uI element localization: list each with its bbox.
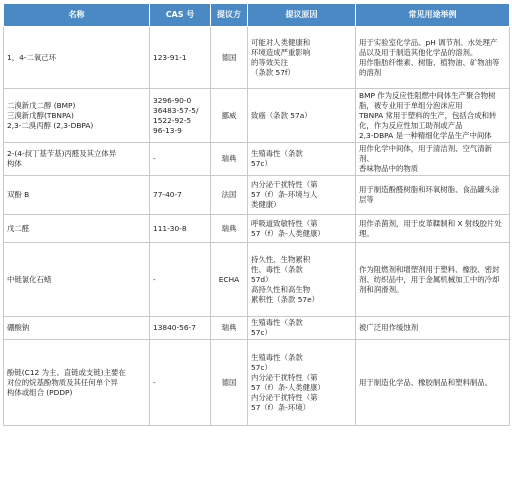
cell-reason-line: 57（f）条-人类健康） (251, 382, 325, 392)
cell-uses (356, 89, 510, 143)
cell-cas (150, 340, 211, 426)
cell-name (4, 176, 150, 215)
cell-uses (356, 143, 510, 176)
cell-cas-line: 77-40-7 (153, 190, 182, 199)
cell-proposer: 德国 (211, 27, 248, 89)
cell-cas (150, 89, 211, 143)
cell-cas (150, 143, 211, 176)
table-row (4, 143, 510, 176)
cell-uses (356, 317, 510, 340)
table-header-row (4, 4, 510, 27)
cell-proposer: 德国 (211, 340, 248, 426)
cell-reason-line: 内分泌干扰特性（第 (251, 180, 318, 189)
table-row (4, 243, 510, 317)
cell-reason (248, 176, 356, 215)
cell-name-line: 戊二醛 (7, 223, 30, 233)
cell-uses-line: BMP 作为反应性阻燃中间体生产聚合物树 (359, 90, 496, 100)
table-row (4, 215, 510, 243)
cell-uses-line: 层等 (359, 195, 374, 204)
table-row (4, 317, 510, 340)
cell-cas (150, 176, 211, 215)
cell-cas (150, 243, 211, 317)
cell-uses-line: 被广泛用作缓蚀剂 (359, 323, 419, 332)
table-row (4, 176, 510, 215)
cell-name (4, 243, 150, 317)
cell-name-line: 三溴新戊醇(TBNPA) (7, 110, 74, 120)
cell-uses-line: 用作杀菌剂，用于皮革鞣制和 X 射线胶片处 (359, 218, 502, 228)
cell-uses-line: 用于制造化学品、橡胶制品和塑料制品。 (359, 377, 493, 387)
cell-uses-line: 用于实验室化学品、pH 调节剂、水处理产 (359, 37, 498, 47)
cell-uses-line: 脂，被专业用于单组分泡沫应用 (359, 100, 463, 110)
cell-uses-line: 用于制造酚醛树脂和环氧树脂、食品罐头涂 (359, 185, 500, 194)
cell-cas-line: - (153, 154, 156, 163)
cell-cas (150, 215, 211, 243)
header-reason: 提议原因 (248, 4, 356, 27)
cell-name (4, 215, 150, 243)
cell-cas (150, 317, 211, 340)
cell-reason (248, 340, 356, 426)
cell-reason-line: 可能对人类健康和 (251, 37, 311, 47)
cell-uses-line: 2,3-DBPA 是一种精细化学品生产中间体 (359, 130, 492, 140)
cell-reason-line: 生殖毒性（条款 (251, 149, 303, 158)
cell-reason-line: 环境造成严重影响 (251, 47, 311, 57)
cell-name-line: 二溴新戊二醇 (BMP) (7, 100, 76, 110)
cell-uses-line: 作为阻燃剂和增塑剂用于塑料、橡胶、密封 (359, 264, 500, 274)
cell-uses-line: 品以及用于制造其他化学品的溶剂。 (359, 47, 478, 57)
cell-reason-line: 类健康） (251, 200, 281, 209)
cell-cas-line: - (153, 377, 156, 387)
cell-proposer: 瑞典 (211, 317, 248, 340)
cell-cas-line: - (153, 274, 156, 284)
cell-reason (248, 89, 356, 143)
cell-name-line: 酚链(C12 为主、直链或支链)主要在 (7, 367, 126, 377)
cell-reason-line: 呼吸道致敏特性（第 (251, 218, 318, 228)
cell-uses (356, 243, 510, 317)
cell-uses (356, 176, 510, 215)
table-row (4, 340, 510, 426)
cell-reason-line: 高持久性和高生物 (251, 284, 311, 294)
cell-uses (356, 340, 510, 426)
cell-reason-line: 持久性、生物累积 (251, 254, 311, 264)
cell-reason (248, 27, 356, 89)
cell-uses-line: 剂和润滑剂。 (359, 284, 404, 294)
cell-uses-line: 的溶剂 (359, 67, 382, 77)
cell-cas (150, 27, 211, 89)
cell-proposer: 挪威 (211, 89, 248, 143)
cell-uses-line: 理。 (359, 228, 374, 238)
cell-reason (248, 317, 356, 340)
cell-uses-line: 化，作为反应性加工助剂或产品 (359, 120, 463, 130)
cell-uses-line: 用作脂肪纤维素、树脂、植物油、矿物油等 (359, 57, 500, 67)
cell-reason-line: 的等效关注 (251, 57, 288, 67)
cell-name-line: 1，4-二氧己环 (7, 52, 57, 62)
cell-reason (248, 215, 356, 243)
cell-name-line: 2,3-二溴丙醇 (2,3-DBPA) (7, 120, 94, 130)
cell-reason-line: 致癌（条款 57a） (251, 110, 312, 120)
cell-name-line: 2-(4-叔丁基苄基)丙醛及其立体异 (7, 149, 117, 158)
cell-reason-line: 57（f）条-人类健康） (251, 228, 325, 238)
table-row (4, 89, 510, 143)
cell-reason-line: 性、毒性（条款 (251, 264, 303, 274)
cell-uses-line: 剂、纺织品中，用于金属机械加工中的冷却 (359, 274, 500, 284)
cell-reason-line: 57（f）条-环境） (251, 402, 311, 412)
cell-reason-line: 内分泌干扰特性（第 (251, 392, 318, 402)
cell-cas-line: 111-30-8 (153, 223, 187, 233)
cell-proposer: 瑞典 (211, 215, 248, 243)
cell-name-line: 对位的烷基酚物质及其任何单个异 (7, 377, 118, 387)
cell-proposer: 法国 (211, 176, 248, 215)
cell-reason-line: （条款 57f） (251, 67, 295, 77)
cell-cas-line: 36483-57-5/ (153, 105, 199, 115)
cell-reason-line: 57c） (251, 328, 272, 337)
cell-reason-line: 生殖毒性（条款 (251, 352, 303, 362)
cell-reason-line: 内分泌干扰特性（第 (251, 372, 318, 382)
header-proposer: 提议方 (211, 4, 248, 27)
cell-uses-line: TBNPA 常用于塑料的生产，包括合成和转 (359, 110, 497, 120)
header-uses: 常见用途举例 (356, 4, 510, 27)
cell-name-line: 硼酸钠 (7, 323, 30, 332)
header-name: 名称 (4, 4, 150, 27)
cell-reason-line: 57c） (251, 362, 272, 372)
cell-cas-line: 1522-92-5 (153, 115, 192, 125)
cell-name (4, 340, 150, 426)
cell-reason-line: 57c） (251, 159, 272, 168)
cell-reason (248, 243, 356, 317)
cell-proposer: 瑞典 (211, 143, 248, 176)
cell-name (4, 317, 150, 340)
cell-uses-line: 香味物品中的物质 (359, 164, 419, 173)
cell-name (4, 27, 150, 89)
cell-cas-line: 13840-56-7 (153, 323, 196, 332)
header-cas: CAS 号 (150, 4, 211, 27)
cell-name-line: 中链氯化石蜡 (7, 274, 52, 284)
cell-reason-line: 57（f）条-环境与人 (251, 190, 318, 199)
cell-uses-line: 用作化学中间体，用于清洁剂、空气清新剂、 (359, 144, 493, 163)
cell-name (4, 89, 150, 143)
cell-uses (356, 215, 510, 243)
cell-name-line: 构体或组合 (PDDP) (7, 387, 73, 397)
cell-reason (248, 143, 356, 176)
cell-uses (356, 27, 510, 89)
cell-reason-line: 生殖毒性（条款 (251, 318, 303, 327)
cell-cas-line: 123-91-1 (153, 52, 187, 62)
cell-name (4, 143, 150, 176)
table-row (4, 27, 510, 89)
cell-cas-line: 3296-90-0 (153, 95, 192, 105)
cell-reason-line: 累积性（条款 57e） (251, 294, 320, 304)
svhc-proposal-table (3, 3, 510, 426)
cell-name-line: 双酚 B (7, 190, 30, 199)
cell-cas-line: 96-13-9 (153, 125, 182, 135)
cell-reason-line: 57d） (251, 274, 273, 284)
cell-proposer: ECHA (211, 243, 248, 317)
cell-name-line: 构体 (7, 159, 22, 168)
